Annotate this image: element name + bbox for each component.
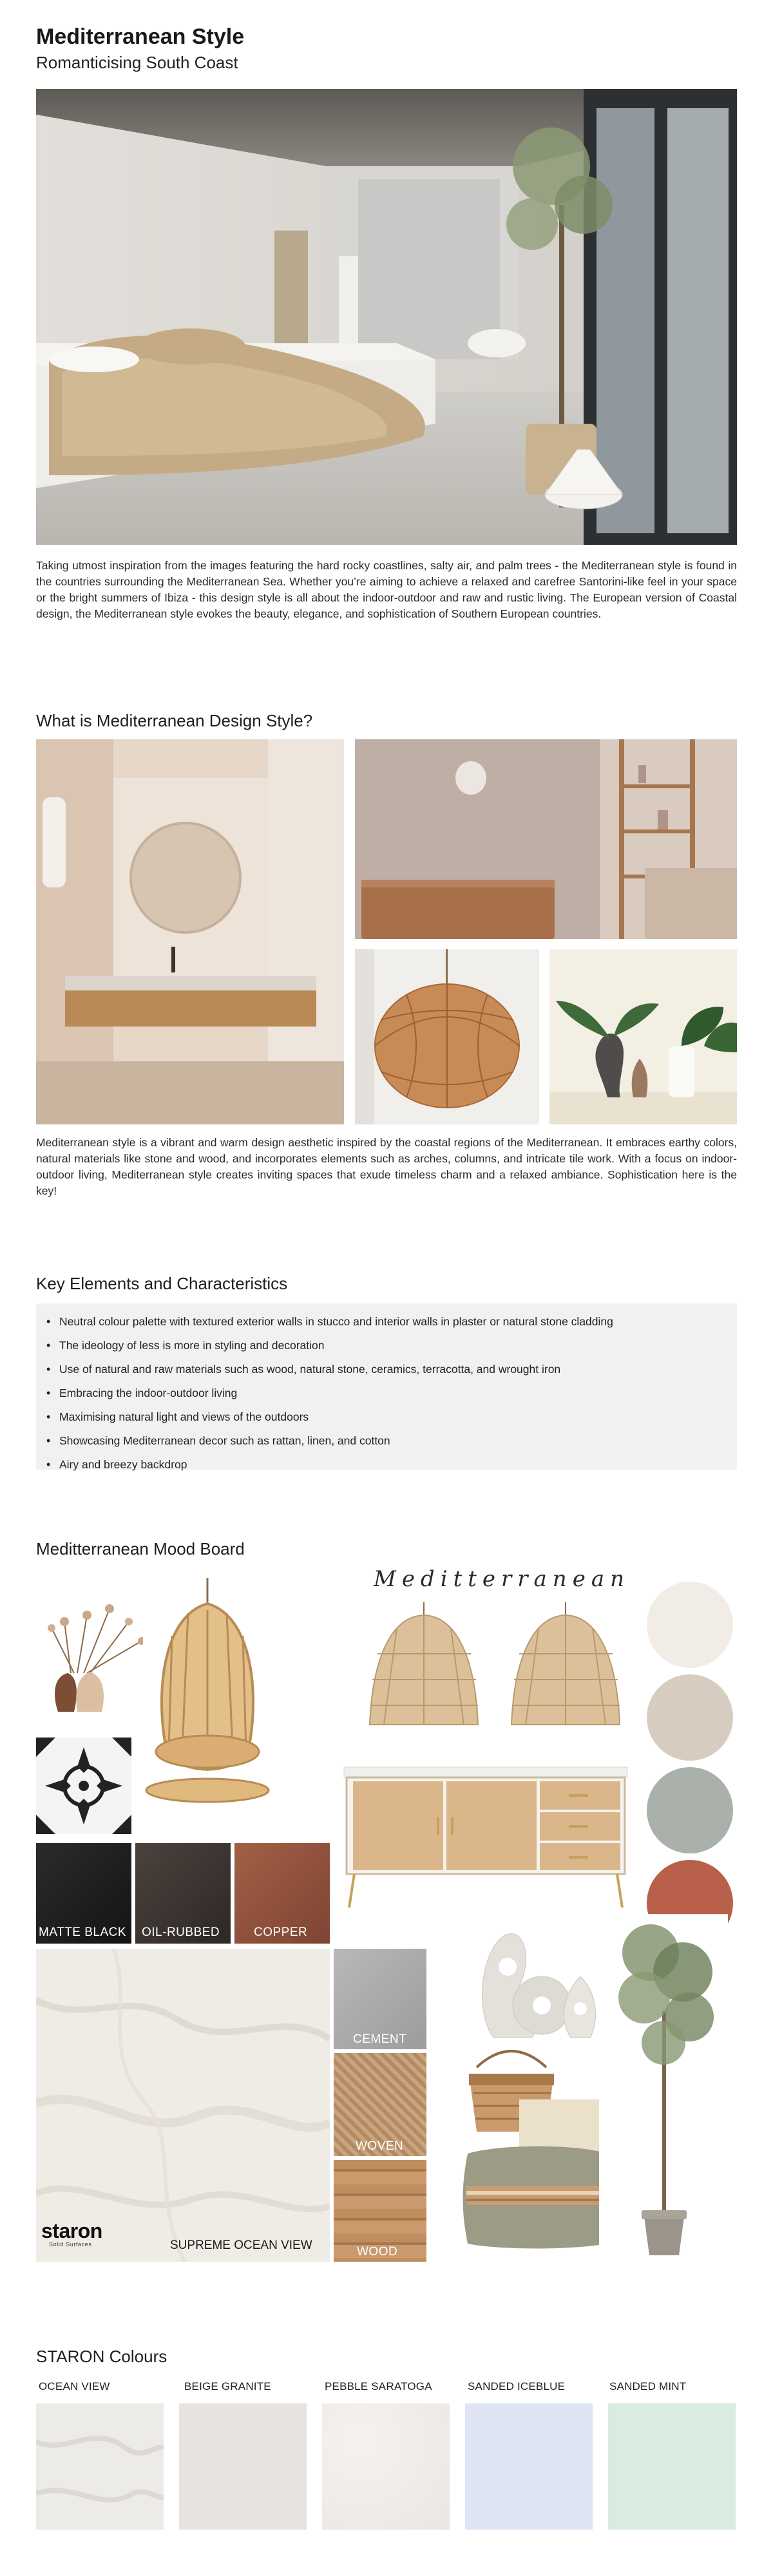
- staron-swatch-sanded-iceblue: [465, 2403, 593, 2530]
- hero-bedroom-photo: [36, 89, 737, 545]
- bathroom-vanity-photo: [36, 739, 344, 1124]
- staron-logo: [41, 2221, 102, 2248]
- material-swatch-cement: [334, 1949, 426, 2049]
- material-label: WOOD: [357, 2245, 398, 2259]
- staron-swatch-beige-granite: [179, 2403, 307, 2530]
- patterned-tile-image: [36, 1738, 131, 1834]
- key-element-item: • Neutral colour palette with textured exterior walls in stucco and interior walls in plaster or natural stone cladding: [45, 1310, 737, 1334]
- staron-swatch-name: OCEAN VIEW: [39, 2380, 110, 2392]
- staron-swatch-name: PEBBLE SARATOGA: [325, 2380, 432, 2392]
- key-element-item: • The ideology of less is more in styling and decoration: [45, 1334, 737, 1358]
- staron-swatch-sanded-mint: [608, 2403, 736, 2530]
- finish-swatch-matte-black: [36, 1843, 131, 1944]
- rattan-pendant-photo: [355, 949, 539, 1124]
- vases-plants-photo: [549, 949, 737, 1124]
- palette-circle-sage: [647, 1767, 733, 1853]
- wood-bathtub-photo: [355, 739, 737, 939]
- material-label: WOVEN: [356, 2139, 404, 2153]
- staron-swatch-name: SANDED MINT: [609, 2380, 687, 2392]
- page-title: Mediterranean Style: [36, 24, 245, 49]
- finish-label: COPPER: [254, 1926, 308, 1939]
- finish-swatch-oil-rubbed: [135, 1843, 231, 1944]
- page-subtitle: Romanticising South Coast: [36, 53, 238, 72]
- key-element-item: • Showcasing Mediterranean decor such as rattan, linen, and cotton: [45, 1429, 737, 1453]
- what-is-heading: What is Mediterranean Design Style?: [36, 711, 313, 730]
- staron-swatch-ocean-view: [36, 2403, 164, 2530]
- key-elements-list: [36, 1303, 737, 1477]
- linen-cushion-image: [461, 2141, 613, 2250]
- surface-label: SUPREME OCEAN VIEW: [170, 2239, 312, 2252]
- woven-pendant-lamp-left-image: [365, 1602, 484, 1735]
- dried-flowers-vases-image: [39, 1596, 155, 1718]
- mood-board-heading: Meditterranean Mood Board: [36, 1539, 245, 1558]
- potted-olive-tree-image: [599, 1914, 728, 2262]
- finish-label: MATTE BLACK: [39, 1926, 127, 1939]
- key-element-item: • Maximising natural light and views of the outdoors: [45, 1405, 737, 1429]
- key-elements-heading: Key Elements and Characteristics: [36, 1274, 288, 1293]
- rattan-sideboard-image: [340, 1762, 631, 1914]
- sculptural-vases-image: [468, 1922, 609, 2044]
- staron-logo-tagline: Solid Surfaces: [49, 2241, 92, 2248]
- hanging-rattan-chair-image: [143, 1578, 272, 1816]
- staron-logo-wordmark: staron: [41, 2219, 102, 2242]
- mood-board-script-title: Meditterranean: [374, 1566, 630, 1592]
- staron-swatch-name: SANDED ICEBLUE: [468, 2380, 566, 2392]
- what-is-paragraph: Mediterranean style is a vibrant and warm design aesthetic inspired by the coastal regions of the Mediterranean. It embraces earthy colors, natural materials like stone and wood, and incorporates elements such as arches, columns, and intricate tile work. With a focus on indoor-outdoor living, Mediterranean style creates inviting spaces that exude timeless charm and a relaxed ambiance. Sophistication here is the key!: [36, 1136, 737, 1197]
- material-label: CEMENT: [353, 2032, 407, 2046]
- material-swatch-woven: [334, 2053, 426, 2156]
- woven-pendant-lamp-right-image: [506, 1602, 625, 1735]
- staron-swatch-name: BEIGE GRANITE: [184, 2380, 271, 2392]
- finish-label: OIL-RUBBED: [142, 1926, 220, 1939]
- material-swatch-wood: [334, 2160, 426, 2262]
- finish-swatch-copper: [234, 1843, 330, 1944]
- palette-circle-beige: [647, 1674, 733, 1761]
- supreme-ocean-view-surface: [36, 1949, 330, 2262]
- key-element-item: • Airy and breezy backdrop: [45, 1453, 737, 1477]
- key-element-item: • Embracing the indoor-outdoor living: [45, 1381, 737, 1405]
- key-elements-box: [36, 1303, 737, 1470]
- staron-swatch-pebble-saratoga: [322, 2403, 450, 2530]
- staron-colours-heading: STARON Colours: [36, 2347, 167, 2366]
- key-element-item: • Use of natural and raw materials such as wood, natural stone, ceramics, terracotta, and wrought iron: [45, 1358, 737, 1381]
- palette-circle-cream: [647, 1582, 733, 1668]
- intro-paragraph: Taking utmost inspiration from the images featuring the hard rocky coastlines, salty air, and palm trees - the Mediterranean style is found in the countries surrounding the Mediterranean Sea. Whether you’re aiming to achieve a relaxed and carefree Santorini-like feel in your space or the bright summers of Ibiza - this design style is all about the indoor-outdoor and raw and rustic living. The European version of Coastal design, the Mediterranean style evokes the beauty, elegance, and sophistication of Southern European countries.: [36, 559, 737, 620]
